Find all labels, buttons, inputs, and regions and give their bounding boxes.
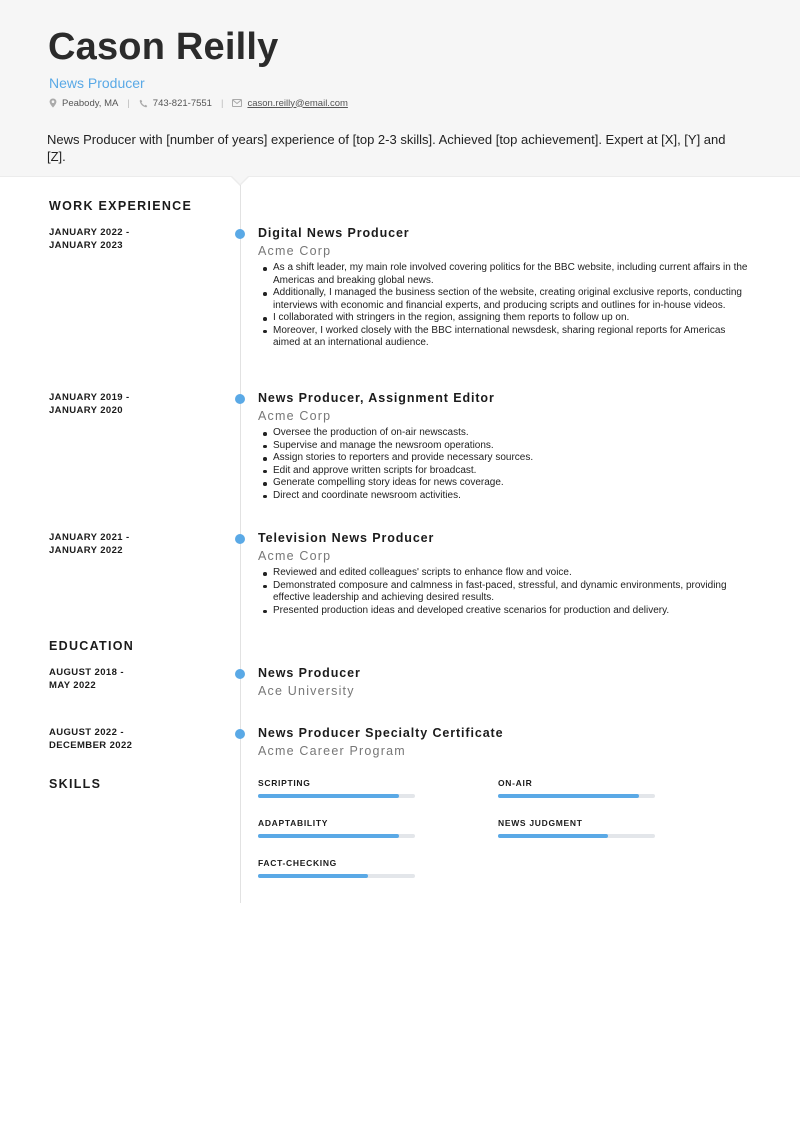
contact-email[interactable] <box>232 98 347 109</box>
date-start: AUGUST 2018 - <box>49 667 124 678</box>
skill-label: NEWS JUDGMENT <box>498 818 583 828</box>
timeline-dot <box>235 229 245 239</box>
work-entry-2 <box>258 390 753 502</box>
date-end: DECEMBER 2022 <box>49 740 133 751</box>
candidate-title: News Producer <box>49 75 145 91</box>
email-link[interactable]: cason.reilly@email.com <box>247 97 348 109</box>
company-name: Acme Corp <box>258 549 332 563</box>
list-item: Additionally, I managed the business section of the website, creating original exclusive reports, conducting interviews with economic and financial experts, and producing scripts and outlines for in-house videos. <box>258 287 753 312</box>
skill-bar-track <box>498 794 655 798</box>
skill-label: ON-AIR <box>498 778 533 788</box>
company-name: Acme Corp <box>258 244 332 258</box>
contact-separator: | <box>127 97 130 109</box>
section-title-work: WORK EXPERIENCE <box>49 199 193 213</box>
list-item: Oversee the production of on-air newscasts. <box>258 427 753 440</box>
skill-bar-fill <box>258 794 399 798</box>
skill-label: ADAPTABILITY <box>258 818 329 828</box>
skill-item <box>258 818 415 838</box>
degree-title: News Producer <box>258 666 361 680</box>
contact-location <box>49 98 118 109</box>
date-end: JANUARY 2020 <box>49 405 123 416</box>
phone-text: 743-821-7551 <box>152 97 212 109</box>
timeline-dot <box>235 669 245 679</box>
skill-bar-track <box>258 794 415 798</box>
education-entry-2 <box>258 725 753 760</box>
work-entry-3 <box>258 530 753 617</box>
timeline-dot <box>235 394 245 404</box>
list-item: I collaborated with stringers in the region, assigning them reports to follow up on. <box>258 312 753 325</box>
skill-item <box>258 778 415 798</box>
list-item: Presented production ideas and developed creative scenarios for production and delivery. <box>258 605 753 618</box>
date-end: MAY 2022 <box>49 680 97 691</box>
skill-bar-track <box>258 874 415 878</box>
date-start: JANUARY 2022 - <box>49 227 130 238</box>
institution-name: Ace University <box>258 684 355 698</box>
work-date-2 <box>49 391 199 417</box>
degree-title: News Producer Specialty Certificate <box>258 726 504 740</box>
work-entry-1 <box>258 225 753 350</box>
contact-separator: | <box>220 97 224 109</box>
timeline-dot <box>235 534 245 544</box>
list-item: Moreover, I worked closely with the BBC international newsdesk, sharing regional reports for Americas aimed at an international audience. <box>258 325 753 350</box>
institution-name: Acme Career Program <box>258 744 406 758</box>
date-end: JANUARY 2022 <box>49 545 123 556</box>
list-item: Direct and coordinate newsroom activities. <box>258 490 753 503</box>
date-start: JANUARY 2021 - <box>49 532 130 543</box>
job-title: News Producer, Assignment Editor <box>258 391 495 405</box>
bullet-list <box>258 567 753 617</box>
list-item: Edit and approve written scripts for broadcast. <box>258 465 753 478</box>
education-entry-1 <box>258 665 753 700</box>
skill-bar-fill <box>258 874 368 878</box>
education-date-2 <box>49 726 199 752</box>
skill-item <box>498 818 655 838</box>
list-item: Demonstrated composure and calmness in fast-paced, stressful, and dynamic environments, providing effective leadership and achieving desired results. <box>258 580 753 605</box>
skill-item <box>498 778 655 798</box>
bullet-list <box>258 262 753 350</box>
skill-bar-fill <box>258 834 399 838</box>
skill-bar-track <box>258 834 415 838</box>
timeline-dot <box>235 729 245 739</box>
company-name: Acme Corp <box>258 409 332 423</box>
work-date-3 <box>49 531 199 557</box>
skill-bar-track <box>498 834 655 838</box>
envelope-icon <box>232 99 242 107</box>
profile-summary: News Producer with [number of years] experience of [top 2-3 skills]. Achieved [top achievement]. Expert at [X], [Y] and [Z]. <box>47 132 726 164</box>
contact-phone <box>139 98 212 109</box>
contact-row <box>49 96 348 110</box>
job-title: Television News Producer <box>258 531 435 545</box>
location-pin-icon <box>49 98 57 108</box>
bullet-list <box>258 427 753 502</box>
list-item: Assign stories to reporters and provide necessary sources. <box>258 452 753 465</box>
date-start: AUGUST 2022 - <box>49 727 124 738</box>
date-start: JANUARY 2019 - <box>49 392 130 403</box>
header-notch <box>232 176 248 184</box>
job-title: Digital News Producer <box>258 226 410 240</box>
list-item: Generate compelling story ideas for news coverage. <box>258 477 753 490</box>
skill-item <box>258 858 415 878</box>
timeline-line <box>240 185 241 903</box>
list-item: Supervise and manage the newsroom operations. <box>258 440 753 453</box>
skill-label: SCRIPTING <box>258 778 311 788</box>
skill-label: FACT-CHECKING <box>258 858 337 868</box>
skill-bar-fill <box>498 794 639 798</box>
section-title-skills: SKILLS <box>49 777 102 791</box>
list-item: Reviewed and edited colleagues' scripts to enhance flow and voice. <box>258 567 753 580</box>
date-end: JANUARY 2023 <box>49 240 123 251</box>
education-date-1 <box>49 666 199 692</box>
work-date-1 <box>49 226 199 252</box>
list-item: As a shift leader, my main role involved covering politics for the BBC website, including current affairs in the Americas and breaking global news. <box>258 262 753 287</box>
section-title-education: EDUCATION <box>49 639 135 653</box>
phone-icon <box>139 99 148 108</box>
skill-bar-fill <box>498 834 608 838</box>
location-text: Peabody, MA <box>62 97 119 109</box>
candidate-name: Cason Reilly <box>48 26 279 68</box>
